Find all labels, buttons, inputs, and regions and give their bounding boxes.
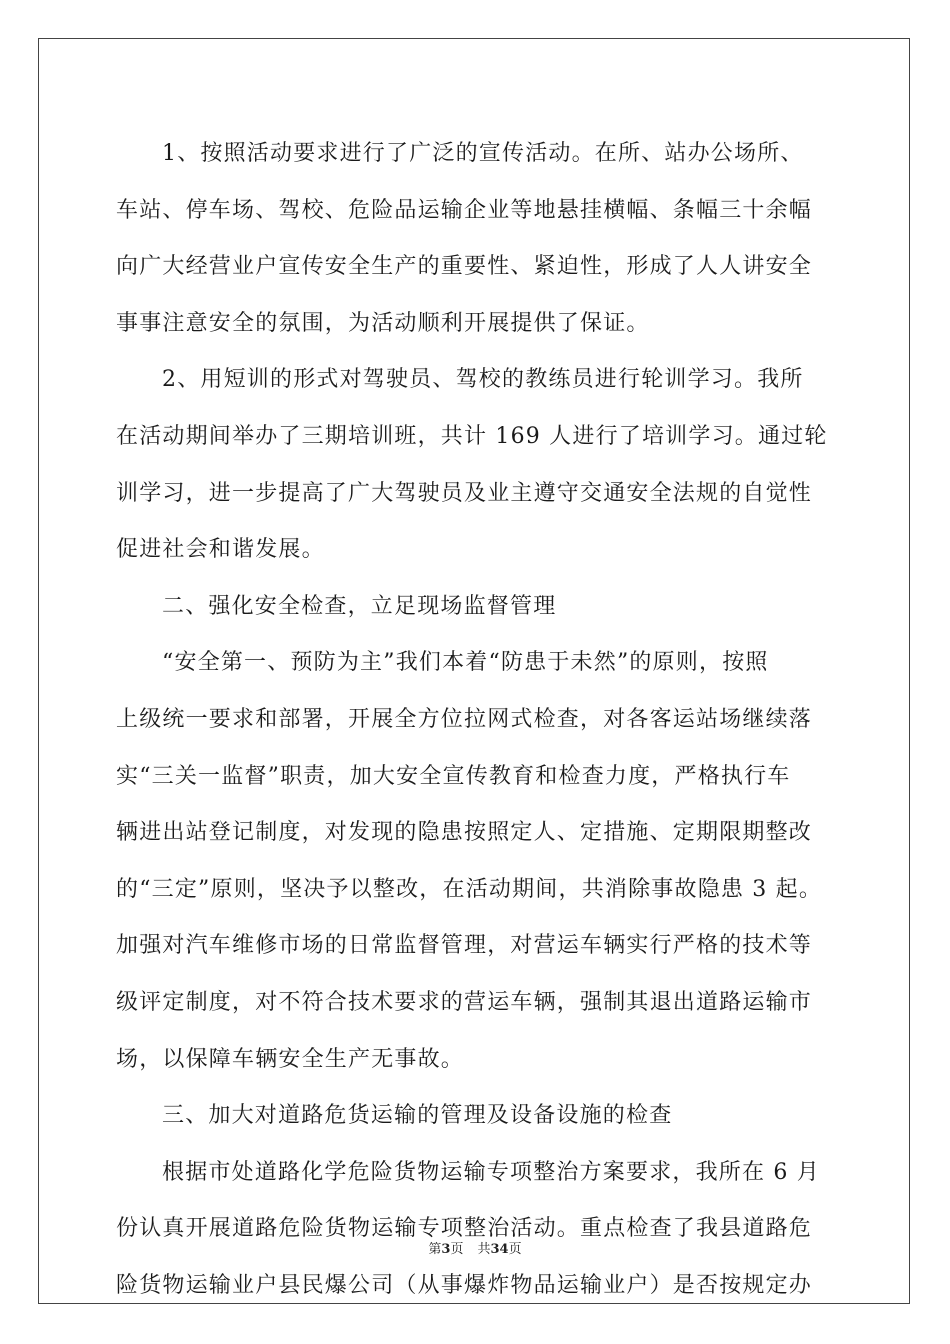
text-line: 份认真开展道路危险货物运输专项整治活动。重点检查了我县道路危 [116,1216,813,1242]
footer-page-prefix: 第 [428,1242,442,1257]
text-line: “安全第一、预防为主”我们本着“防患于未然”的原则，按照 [162,650,769,676]
text-line: 根据市处道路化学危险货物运输专项整治方案要求，我所在 6 月 [162,1159,820,1185]
footer-total-suffix: 页 [508,1242,522,1257]
page-footer [0,1238,950,1257]
text-line: 三、加大对道路危货运输的管理及设备设施的检查 [162,1103,673,1129]
text-line: 加强对汽车维修市场的日常监督管理，对营运车辆实行严格的技术等 [116,933,813,959]
text-line: 场，以保障车辆安全生产无事故。 [116,1046,465,1072]
text-line: 二、强化安全检查，立足现场监督管理 [162,593,557,619]
text-line: 险货物运输业户县民爆公司（从事爆炸物品运输业户）是否按规定办 [116,1272,813,1298]
document-body [116,126,836,1314]
text-line: 1、按照活动要求进行了广泛的宣传活动。在所、站办公场所、 [162,141,804,166]
text-line: 级评定制度，对不符合技术要求的营运车辆，强制其退出道路运输市 [116,989,813,1015]
footer-page-number: 3 [441,1242,451,1257]
text-line: 的“三定”原则，坚决予以整改，在活动期间，共消除事故隐患 3 起。 [116,876,823,902]
text-line: 2、用短训的形式对驾驶员、驾校的教练员进行轮训学习。我所 [162,367,804,393]
text-line: 车站、停车场、驾校、危险品运输企业等地悬挂横幅、条幅三十余幅 [116,197,813,223]
footer-page-suffix: 页 [450,1242,464,1257]
footer-total-prefix: 共 [477,1242,491,1257]
text-line: 事事注意安全的氛围，为活动顺利开展提供了保证。 [116,310,650,336]
text-line: 上级统一要求和部署，开展全方位拉网式检查，对各客运站场继续落 [116,706,813,732]
text-line: 向广大经营业户宣传安全生产的重要性、紧迫性，形成了人人讲安全 [116,254,813,280]
text-line: 促进社会和谐发展。 [116,537,325,563]
text-line: 辆进出站登记制度，对发现的隐患按照定人、定措施、定期限期整改 [116,820,813,846]
text-line: 实“三关一监督”职责，加大安全宣传教育和检查力度，严格执行车 [116,763,791,789]
text-line: 训学习，进一步提高了广大驾驶员及业主遵守交通安全法规的自觉性 [116,480,813,506]
footer-total-pages: 34 [490,1242,509,1257]
text-line: 在活动期间举办了三期培训班，共计 169 人进行了培训学习。通过轮 [116,423,828,449]
